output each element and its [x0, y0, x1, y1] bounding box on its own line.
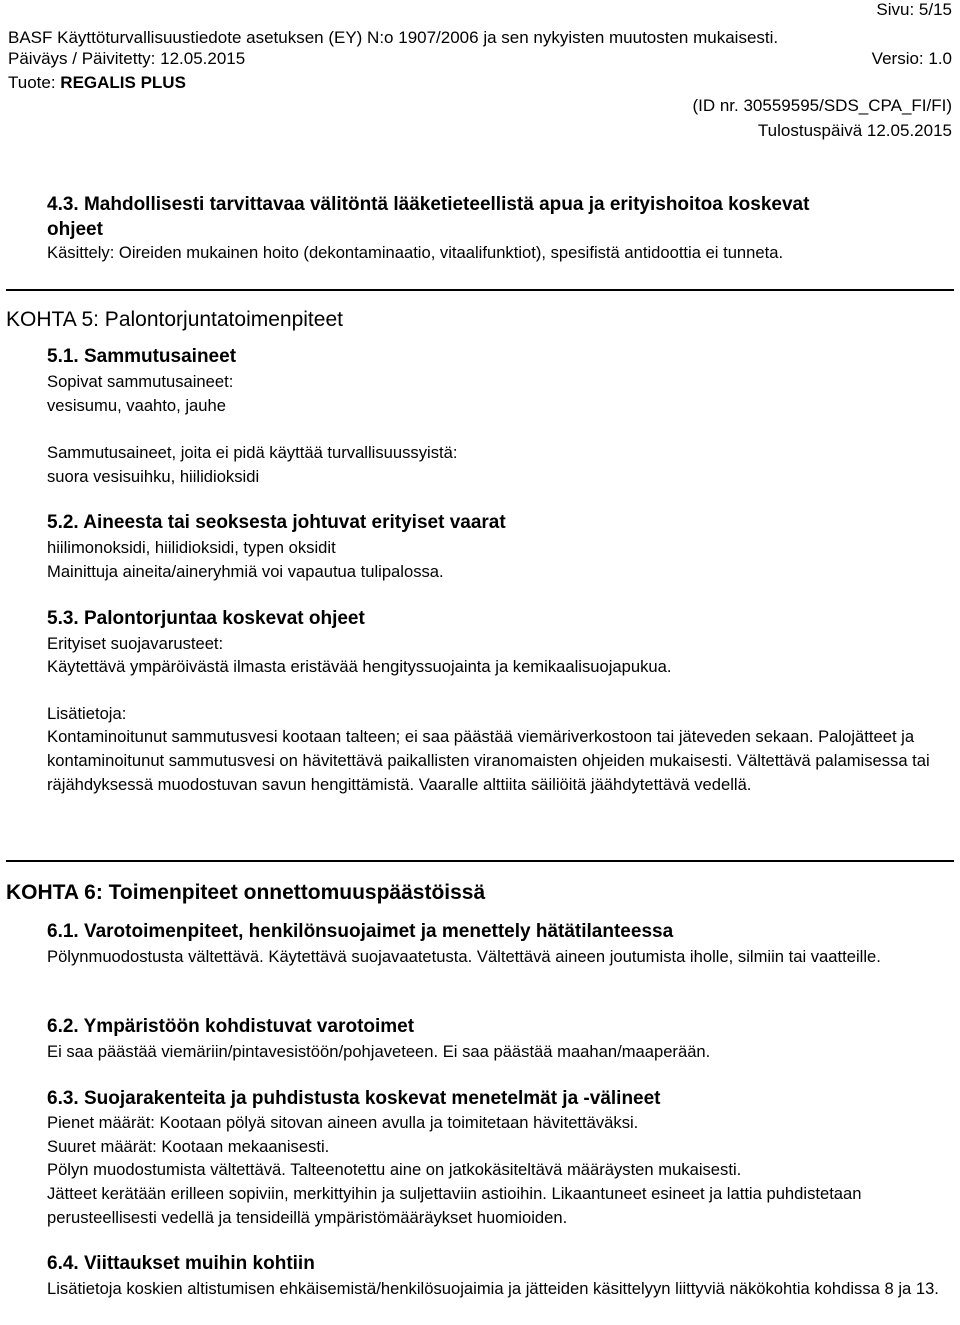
- section-divider: [6, 289, 954, 291]
- section-6-3-line: Pölyn muodostumista vältettävä. Talteenotettu aine on jatkokäsiteltävä määräysten mukaisesti.: [47, 1160, 742, 1179]
- section-5-1-line: Sammutusaineet, joita ei pidä käyttää turvallisuussyistä:: [47, 443, 458, 462]
- section-4-3-title-1: 4.3. Mahdollisesti tarvittavaa välitöntä lääketieteellistä apua ja erityishoitoa koskevat: [47, 194, 810, 215]
- product: [8, 73, 186, 93]
- section-5-2-line: Mainittuja aineita/aineryhmiä voi vapautua tulipalossa.: [47, 562, 444, 581]
- section-5-1-line: vesisumu, vaahto, jauhe: [47, 396, 226, 415]
- section-5-3-line: Erityiset suojavarusteet:: [47, 634, 224, 653]
- version: Versio: 1.0: [871, 49, 952, 68]
- kohta-5-title: KOHTA 5: Palontorjuntatoimenpiteet: [6, 308, 343, 331]
- section-5-3-line: Käytettävä ympäröivästä ilmasta eristävää hengityssuojainta ja kemikaalisuojapukua.: [47, 657, 672, 676]
- section-6-4-paragraph: Lisätietoja koskien altistumisen ehkäisemistä/henkilösuojaimia ja jätteiden käsittelyyn liittyviä näkökohtia kohdissa 8 ja 13.: [47, 1279, 939, 1298]
- header-date-row: [8, 49, 952, 69]
- print-date: Tulostuspäivä 12.05.2015: [757, 121, 952, 140]
- revision-date: Päiväys / Päivitetty: 12.05.2015: [8, 49, 246, 68]
- section-5-2-title: 5.2. Aineesta tai seoksesta johtuvat erityiset vaarat: [47, 512, 506, 533]
- section-5-1-line: Sopivat sammutusaineet:: [47, 372, 234, 391]
- section-4-3-text: Käsittely: Oireiden mukainen hoito (dekontaminaatio, vitaalifunktiot), spesifistä antidoottia ei tunneta.: [47, 243, 784, 262]
- kohta-6-title: KOHTA 6: Toimenpiteet onnettomuuspäästöissä: [6, 881, 486, 904]
- section-6-4-title: 6.4. Viittaukset muihin kohtiin: [47, 1253, 315, 1274]
- product-name: REGALIS PLUS: [60, 73, 186, 92]
- section-6-2-paragraph: Ei saa päästää viemäriin/pintavesistöön/pohjaveteen. Ei saa päästää maahan/maaperään.: [47, 1042, 711, 1061]
- section-5-2-line: hiilimonoksidi, hiilidioksidi, typen oksidit: [47, 538, 336, 557]
- section-divider: [6, 860, 954, 862]
- sds-id: (ID nr. 30559595/SDS_CPA_FI/FI): [692, 96, 952, 115]
- section-6-1-paragraph: Pölynmuodostusta vältettävä. Käytettävä suojavaatetusta. Vältettävä aineen joutumista iholle, silmiin tai vaatteille.: [47, 947, 881, 966]
- regulation-line: BASF Käyttöturvallisuustiedote asetuksen (EY) N:o 1907/2006 ja sen nykyisten muutosten mukaisesti.: [8, 28, 779, 47]
- product-label: Tuote:: [8, 73, 61, 92]
- section-5-3-line: Lisätietoja:: [47, 704, 127, 723]
- section-6-3-line: Pienet määrät: Kootaan pölyä sitovan aineen avulla ja toimitetaan hävitettäväksi.: [47, 1113, 639, 1132]
- section-6-3-line: Suuret määrät: Kootaan mekaanisesti.: [47, 1137, 330, 1156]
- section-5-3-paragraph: Kontaminoitunut sammutusvesi kootaan talteen; ei saa päästää viemäriverkostoon tai jäteveden sekaan. Palojätteet ja kontaminoitunut sammutusvesi on hävitettävä paikallisten viranomaisten ohjeiden mukaisesti. Vältettävä palamisessa tai räjähdyksessä muodostuvan savun hengittämistä. Vaaralle alttiita säiliöitä jäähdytettävä vedellä.: [47, 727, 930, 794]
- section-5-1-line: suora vesisuihku, hiilidioksidi: [47, 467, 260, 486]
- section-6-2-title: 6.2. Ympäristöön kohdistuvat varotoimet: [47, 1016, 415, 1037]
- section-4-3-title-2: ohjeet: [47, 219, 103, 240]
- section-5-1-title: 5.1. Sammutusaineet: [47, 346, 237, 367]
- section-6-1-title: 6.1. Varotoimenpiteet, henkilönsuojaimet ja menettely hätätilanteessa: [47, 921, 674, 942]
- section-6-3-title: 6.3. Suojarakenteita ja puhdistusta koskevat menetelmät ja -välineet: [47, 1088, 661, 1109]
- section-6-3-paragraph: Jätteet kerätään erilleen sopiviin, merkittyihin ja suljettaviin astioihin. Likaantuneet esineet ja lattia puhdistetaan perusteellisesti vedellä ja tensideillä ympäristömääräykset huomioiden.: [47, 1184, 862, 1227]
- section-5-3-title: 5.3. Palontorjuntaa koskevat ohjeet: [47, 608, 365, 629]
- page-number: Sivu: 5/15: [876, 0, 952, 19]
